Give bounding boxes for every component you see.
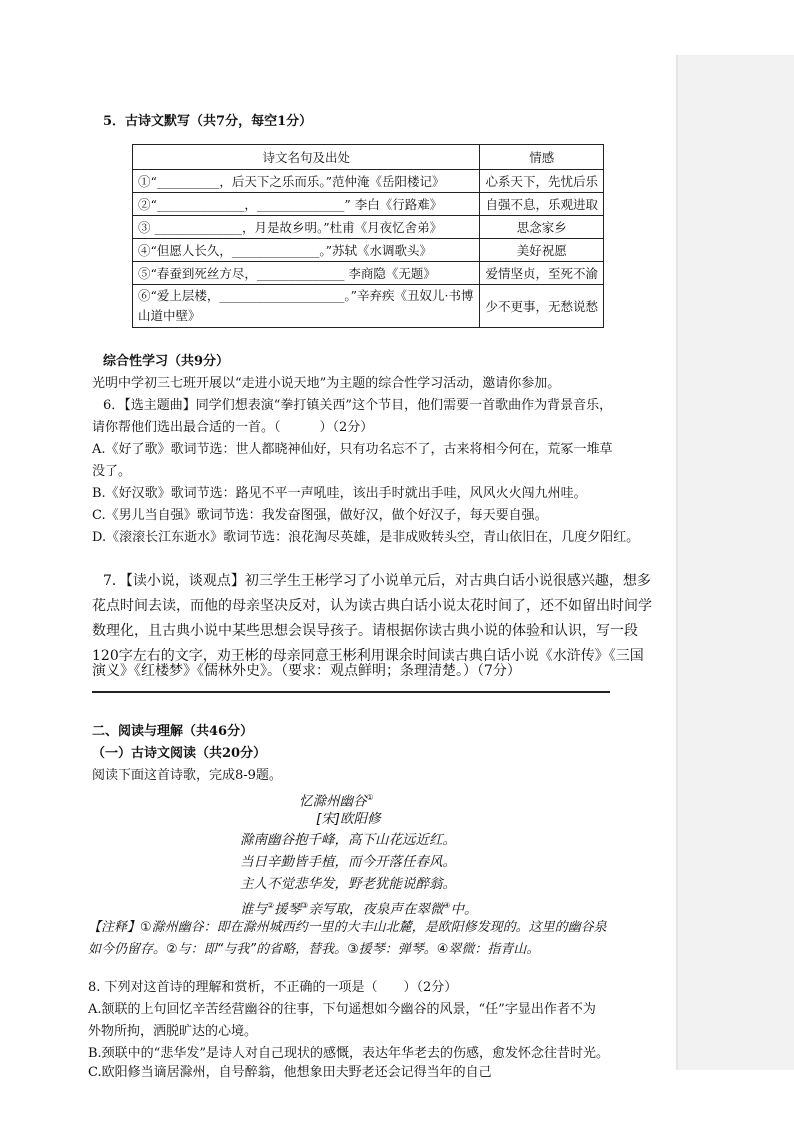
row-text: ③ ______________，月是故乡明。”杜甫《月夜忆舍弟》 bbox=[133, 216, 480, 239]
integrated-title: 综合性学习（共9分） bbox=[103, 354, 230, 369]
q7-line5: 演义》《红楼梦》《儒林外史》。（要求：观点鲜明；条理清楚。）（7分） bbox=[92, 663, 521, 679]
table-row bbox=[133, 262, 604, 285]
poem-note: ③ bbox=[301, 901, 309, 910]
q6-line1: 6．【选主题曲】同学们想表演“拳打镇关西”这个节目，他们需要一首歌曲作为背景音乐， bbox=[103, 398, 613, 413]
q6-option-d: D.《滚滚长江东逝水》歌词节选：浪花淘尽英雄，是非成败转头空，青山依旧在，几度夕阳红。 bbox=[92, 530, 640, 545]
q7-line2: 花点时间去读，而他的母亲坚决反对，认为读古典白话小说太花时间了，还不如留出时间学 bbox=[92, 598, 652, 614]
row-emotion: 美好祝愿 bbox=[480, 239, 604, 262]
integrated-intro: 光明中学初三七班开展以“走进小说天地”为主题的综合性学习活动，邀请你参加。 bbox=[92, 376, 561, 391]
poem-note: ② bbox=[267, 901, 275, 910]
row-emotion: 少不更事，无愁说愁 bbox=[480, 285, 604, 328]
q6-option-b: B.《好汉歌》歌词节选：路见不平一声吼哇，该出手时就出手哇，风风火火闯九州哇。 bbox=[92, 486, 587, 501]
q8-option-a: A.颔联的上句回忆辛苦经营幽谷的往事，下句遥想如今幽谷的风景，“任”字显出作者不为 bbox=[88, 1002, 596, 1017]
page-gutter bbox=[678, 55, 794, 1070]
row-emotion: 思念家乡 bbox=[480, 216, 604, 239]
poem-line: 滁南幽谷抱千峰，高下山花远近红。 bbox=[240, 832, 456, 848]
q6-line2: 请你帮他们选出最合适的一首。（ ）（2分） bbox=[92, 420, 374, 435]
table-header-emotion: 情感 bbox=[480, 145, 604, 170]
row-emotion: 心系天下，先忧后乐 bbox=[480, 170, 604, 193]
q8-option-c: C.欧阳修当谪居滁州，自号醉翁，他想象田夫野老还会记得当年的自己 bbox=[88, 1065, 492, 1080]
row-text: ①“__________，后天下之乐而乐。”范仲淹《岳阳楼记》 bbox=[133, 170, 480, 193]
q6-option-a: A.《好了歌》歌词节选：世人都晓神仙好，只有功名忘不了，古来将相今何在，荒冢一堆草 bbox=[92, 442, 613, 457]
poem-text: 谁与 bbox=[240, 901, 267, 918]
poem-title-text: 忆滁州幽谷 bbox=[299, 793, 367, 810]
table-row bbox=[133, 193, 604, 216]
poem-line: 当日辛勤皆手植，而今开落任春风。 bbox=[240, 854, 456, 870]
poem-author: [宋]欧阳修 bbox=[316, 811, 381, 827]
row-text: ④“但愿人长久，______________。”苏轼《水调歌头》 bbox=[133, 239, 480, 262]
row-text: ⑥“爱上层楼，____________________。”辛弃疾《丑奴儿·书博山道中壁》 bbox=[133, 285, 480, 328]
table-header-source: 诗文名句及出处 bbox=[133, 145, 480, 170]
q7-line3: 数理化，且古典小说中某些思想会误导孩子。请根据你读古典小说的体验和认识，写一段 bbox=[92, 623, 638, 639]
table-header-row bbox=[133, 145, 604, 170]
table-row bbox=[133, 285, 604, 328]
poem-title bbox=[299, 789, 374, 811]
q8-option-a-cont: 外物所拘，洒脱旷达的心境。 bbox=[88, 1024, 258, 1039]
poem-notes-line2: 如今仍留存。②与：即“与我”的省略，替我。③援琴：弹琴。④翠微：指青山。 bbox=[88, 942, 540, 957]
table-row bbox=[133, 239, 604, 262]
table-row bbox=[133, 216, 604, 239]
poem-notes-line1: 【注释】①滁州幽谷：即在滁州城西约一里的大丰山北麓，是欧阳修发现的。这里的幽谷泉 bbox=[88, 920, 607, 935]
row-emotion: 自强不息，乐观进取 bbox=[480, 193, 604, 216]
q7-line4: 120字左右的文字，劝王彬的母亲同意王彬利用课余时间读古典白话小说《水浒传》《三国 bbox=[92, 648, 644, 664]
poem-note: ④ bbox=[443, 901, 451, 910]
poem-title-note: ① bbox=[366, 793, 374, 802]
row-text: ②“______________，______________” 李白《行路难》 bbox=[133, 193, 480, 216]
poem-text: 中。 bbox=[450, 901, 478, 918]
q6-option-c: C.《男儿当自强》歌词节选：我发奋图强，做好汉，做个好汉子，每天要自强。 bbox=[92, 508, 548, 523]
part2-subtitle: （一）古诗文阅读（共20分） bbox=[92, 746, 267, 761]
answer-line bbox=[92, 691, 610, 693]
poem-line: 主人不觉悲华发，野老犹能说醉翁。 bbox=[240, 876, 456, 892]
poetry-table bbox=[132, 144, 604, 328]
row-text: ⑤“春蚕到死丝方尽，______________ 李商隐《无题》 bbox=[133, 262, 480, 285]
q6-option-a-cont: 没了。 bbox=[92, 464, 132, 479]
q8-option-b: B.颈联中的“悲华发”是诗人对自己现状的感慨，表达年华老去的伤感，愈发怀念往昔时光。 bbox=[88, 1046, 609, 1061]
q7-line1: 7．【读小说，谈观点】初三学生王彬学习了小说单元后，对古典白话小说很感兴趣，想多 bbox=[103, 573, 651, 589]
poem-text: 亲写取，夜泉声在翠微 bbox=[308, 901, 444, 918]
reading-instruction: 阅读下面这首诗歌，完成8-9题。 bbox=[92, 768, 282, 783]
poem-line bbox=[240, 897, 478, 919]
poem-text: 援琴 bbox=[274, 901, 302, 918]
row-emotion: 爱情坚贞，至死不渝 bbox=[480, 262, 604, 285]
q8-stem: 8. 下列对这首诗的理解和赏析，不正确的一项是（ ）（2分） bbox=[88, 980, 458, 995]
q5-title: 5．古诗文默写（共7分，每空1分） bbox=[103, 114, 313, 129]
part2-title: 二、阅读与理解（共46分） bbox=[92, 724, 254, 739]
table-row bbox=[133, 170, 604, 193]
